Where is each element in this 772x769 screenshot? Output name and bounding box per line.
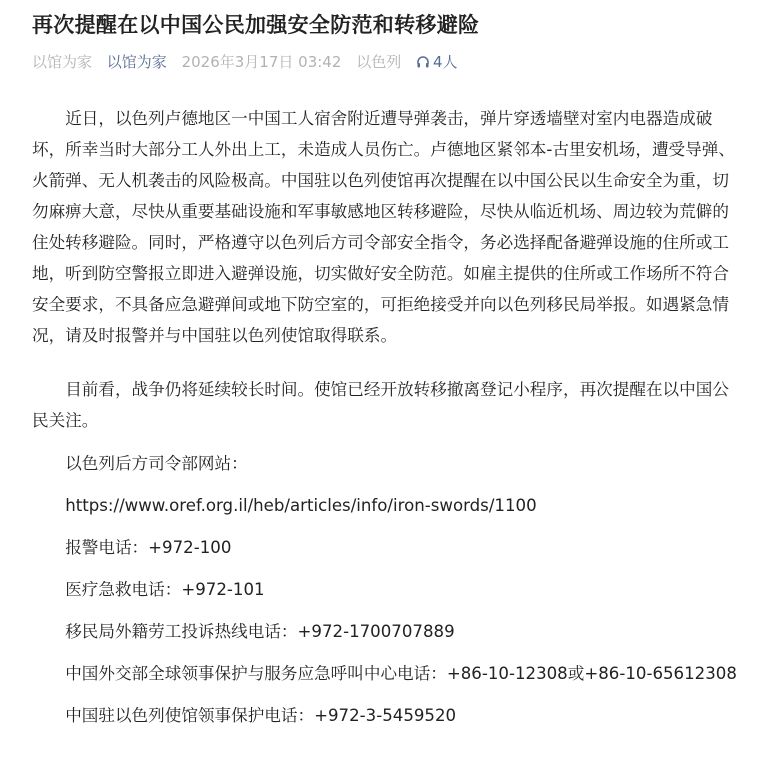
article-title: 再次提醒在以中国公民加强安全防范和转移避险 [32, 13, 480, 37]
headphones-icon [416, 55, 430, 69]
paragraph: 近日，以色列卢德地区一中国工人宿舍附近遭导弹袭击，弹片穿透墙壁对室内电器造成破坏，所幸当时大部分工人外出上工，未造成人员伤亡。卢德地区紧邻本-古里安机场，遭受导弹、火箭弹、无人机袭击的风险极高。中国驻以色列使馆再次提醒在以中国公民以生命安全为重，切勿麻痹大意，尽快从重要基础设施和军事敏感地区转移避险，尽快从临近机场、周边较为荒僻的住处转移避险。同时，严格遵守以色列后方司令部安全指令，务必选择配备避弹设施的住所或工地，听到防空警报立即进入避弹设施，切实做好安全防范。如雇主提供的住所或工作场所不符合安全要求，不具备应急避弹间或地下防空室的，可拒绝接受并向以色列移民局举报。如遇紧急情况，请及时报警并与中国驻以色列使馆取得联系。 [32, 109, 735, 345]
listener-count: 4人 [432, 53, 458, 71]
listen-button[interactable] [416, 53, 468, 71]
contact-line: 中国外交部全球领事保护与服务应急呼叫中心电话：+86-10-12308或+86-10-65612308 [65, 664, 737, 683]
account-link[interactable]: 以馆为家 [106, 53, 167, 71]
contact-line: 以色列后方司令部网站： [65, 454, 248, 473]
article-meta [32, 50, 740, 74]
location: 以色列 [356, 53, 402, 71]
author: 以馆为家 [32, 53, 93, 71]
contact-line: 中国驻以色列使馆领事保护电话：+972-3-5459520 [65, 706, 457, 725]
contact-line: 报警电话：+972-100 [65, 538, 232, 557]
contact-line: 移民局外籍劳工投诉热线电话：+972-1700707889 [65, 622, 455, 641]
oref-website-link[interactable]: https://www.oref.org.il/heb/articles/info/iron-swords/1100 [65, 496, 537, 515]
contact-line: 医疗急救电话：+972-101 [65, 580, 265, 599]
publish-time: 2026年3月17日 03:42 [181, 53, 342, 71]
paragraph: 目前看，战争仍将延续较长时间。使馆已经开放转移撤离登记小程序，再次提醒在以中国公民关注。 [32, 380, 729, 430]
article-body [32, 103, 740, 731]
